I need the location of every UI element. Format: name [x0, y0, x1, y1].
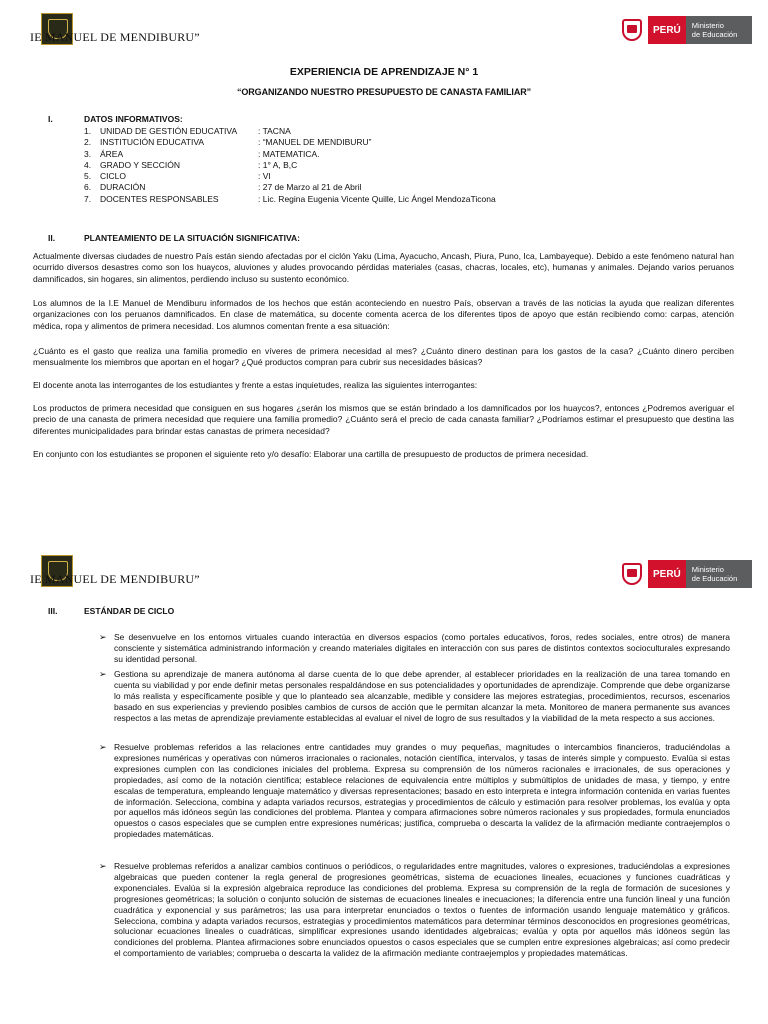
document-subtitle: “ORGANIZANDO NUESTRO PRESUPUESTO DE CANASTA FAMILIAR” [236, 87, 532, 97]
section-heading: DATOS INFORMATIVOS: [84, 114, 183, 124]
info-row-number: 2. [84, 137, 92, 148]
info-row-label: DURACIÓN [100, 182, 146, 193]
bullet-arrow-icon: ➢ [99, 742, 107, 752]
info-row [84, 160, 744, 171]
section-heading: ESTÁNDAR DE CICLO [84, 606, 175, 616]
info-row-number: 3. [84, 148, 92, 159]
paragraph: En conjunto con los estudiantes se proponen el siguiente reto y/o desafío: Elaborar una cartilla de presupuesto de productos de primera necesidad. [33, 449, 589, 459]
paragraph: ¿Cuánto es el gasto que realiza una familia promedio en víveres de primera necesidad al mes? ¿Cuánto dinero destinan para los gastos de la casa? ¿Cuánto dinero perciben mensualmente los miembros que aportan en el hogar? ¿Qué productos compran para cubrir sus necesidades básicas? [33, 346, 734, 368]
standard-item: Se desenvuelve en los entornos virtuales cuando interactúa en diversos espacios (como portales educativos, foros, redes sociales, entre otros) de manera consciente y sistemática administrando información y creando materiales digitales en interacción con sus pares de distintos contextos socioculturales expresando su identidad personal. [114, 632, 730, 664]
peru-shield-icon [622, 19, 642, 41]
paragraph: Los alumnos de la I.E Manuel de Mendiburu informados de los hechos que están aconteciendo en nuestro País, observan a través de las noticias la ayuda que realizan diferentes organizaciones con los peruanos damnificados. En clase de matemática, su docente comenta acerca de los diferentes tipos de apoyo que están recibiendo como: carpas, atención médica, ropa y alimentos de primera necesidad. Los alumnos comentan frente a esa situación: [33, 298, 734, 331]
school-name: IE MANUEL DE MENDIBURU” [30, 572, 200, 586]
info-row-value: : Lic. Regina Eugenia Vicente Quille, Lic Ángel MendozaTicona [258, 193, 496, 204]
bullet-arrow-icon: ➢ [99, 632, 107, 642]
info-row-number: 5. [84, 171, 92, 182]
info-row-value: : “MANUEL DE MENDIBURU” [258, 137, 372, 148]
school-name: IE MANUEL DE MENDIBURU” [30, 30, 200, 44]
ministry-logo [622, 560, 752, 588]
info-row-value: : VI [258, 171, 271, 182]
standard-item: Resuelve problemas referidos a las relaciones entre cantidades muy grandes o muy pequeñas, magnitudes o intercambios financieros, traduciéndolas a expresiones numéricas y operativas con números irracionales o racionales, notación científica, intervalos, y tasas de interés simple y compuesto. Evalúa si estas expresiones cumplen con las condiciones iniciales del problema. Expresa su comprensión de los números racionales e irracionales, de sus operaciones y propiedades, así como de la notación científica; establece relaciones de equivalencia entre múltiplos y submúltiplos de unidades de masa, y tiempo, y entre escalas de temperatura, empleando lenguaje matemático y diversas representaciones; basado en esto interpreta e integra información contenida en varias fuentes de información. Selecciona, combina y adapta variados recursos, estrategias y procedimientos de cálculo y estimación para resolver problemas, los evalúa y opta por aquellos más idóneos según las condiciones del problema. Plantea y compara afirmaciones sobre números racionales y sus propiedades, formula enunciados opuestos o casos especiales que se cumplen entre expresiones numéricas; justifica, comprueba o descarta la validez de la afirmación mediante contraejemplos o propiedades matemáticas. [114, 742, 730, 840]
info-row [84, 194, 744, 205]
info-row-value: : 27 de Marzo al 21 de Abril [258, 182, 362, 193]
standard-item: Gestiona su aprendizaje de manera autónoma al darse cuenta de lo que debe aprender, al establecer prioridades en la realización de una tarea tomando en cuenta su viabilidad y por ende definir metas personales respaldándose en sus potencialidades y oportunidades de aprendizaje. Comprende que debe organizarse lo más realista y específicamente posible y que lo planteado sea alcanzable, medible y considere las mejores estrategias, procedimientos, recursos, escenarios basado en sus experiencias y previendo posibles cambios de cursos de acción que le permitan alcanzar la meta. Monitoreo de manera permanente sus avances respectos a las metas de aprendizaje previamente establecidas al evaluar el nivel de logro de sus resultados y la viabilidad de la meta respecto a sus acciones. [114, 669, 730, 723]
info-row-value: : MATEMATICA. [258, 148, 320, 159]
info-row [84, 149, 744, 160]
section-number: III. [48, 606, 58, 616]
info-row-label: CICLO [100, 171, 126, 182]
ministry-logo [622, 16, 752, 44]
info-row-value: : TACNA [258, 126, 291, 136]
bullet-arrow-icon: ➢ [99, 669, 107, 679]
section-number: II. [48, 233, 56, 243]
paragraph: Los productos de primera necesidad que consiguen en sus hogares ¿serán los mismos que se están brindado a los damnificados por los huaycos?, entonces ¿Podremos averiguar el precio de una canasta de primera necesidad que requiere una familia promedio? ¿Cuánto será el precio de cada canasta familiar? ¿Podríamos estimar el presupuesto que destina las diferentes municipalidades para brindar estas canastas de primera necesidad? [33, 403, 734, 436]
info-row [84, 171, 744, 182]
info-row [84, 137, 744, 148]
info-row-number: 4. [84, 159, 92, 170]
ministry-name: Ministerio de Educación [686, 16, 752, 44]
info-table [84, 126, 744, 205]
info-row-number: 1. [84, 126, 92, 136]
info-row [84, 126, 744, 137]
info-row [84, 182, 744, 193]
info-row-value: : 1° A, B,C [258, 159, 298, 170]
info-row-label: GRADO Y SECCIÓN [100, 159, 180, 170]
peru-shield-icon [622, 563, 642, 585]
info-row-label: ÁREA [100, 148, 124, 159]
section-heading: PLANTEAMIENTO DE LA SITUACIÓN SIGNIFICATIVA: [84, 233, 300, 243]
info-row-label: INSTITUCIÓN EDUCATIVA [100, 137, 205, 148]
paragraph: Actualmente diversas ciudades de nuestro País están siendo afectadas por el ciclón Yaku (Lima, Ayacucho, Ancash, Piura, Puno, Ica, Lambayeque). Debido a este fenómeno natural han ocurrido diversos desastres como son los huaycos, aluviones y aludes provocando pérdidas materiales (casas, chacras, locales, etc), humanas y animales. Dejando varios peruanos damnificados, sin hogares, sin alimentos, perdiendo incluso su sustento económico. [33, 251, 734, 284]
info-row-number: 6. [84, 182, 92, 193]
info-row-label: UNIDAD DE GESTIÓN EDUCATIVA [100, 126, 238, 136]
peru-label: PERÚ [648, 560, 686, 588]
ministry-name: Ministerio de Educación [686, 560, 752, 588]
standard-item: Resuelve problemas referidos a analizar cambios continuos o periódicos, o regularidades entre magnitudes, valores o expresiones, traduciéndolas a expresiones algebraicas que pueden contener la regla general de progresiones geométricas, sistema de ecuaciones lineales, ecuaciones y funciones cuadráticas y exponenciales. Evalúa si la expresión algebraica reproduce las condiciones del problema. Expresa su comprensión de la regla de formación de sucesiones y progresiones geométricas; la solución o conjunto solución de sistemas de ecuaciones lineales e inecuaciones; la diferencia entre una función lineal y una función cuadrática y exponencial y sus parámetros; las usa para interpretar enunciados o textos o fuentes de información usando lenguaje matemático y gráficos. Selecciona, combina y adapta variados recursos, estrategias y procedimientos matemáticos para determinar términos desconocidos en progresiones geométricas, solucionar ecuaciones lineales o cuadráticas, simplificar expresiones usando identidades algebraicas; evalúa y opta por aquellos más idóneos según las condiciones del problema. Plantea afirmaciones sobre enunciados opuestos o casos especiales que se cumplen entre expresiones algebraicas; así como predecir el comportamiento de variables; comprueba o descarta la validez de la afirmación mediante contraejemplos y propiedades matemáticas. [114, 861, 730, 959]
section-number: I. [48, 114, 53, 124]
info-row-label: DOCENTES RESPONSABLES [100, 193, 219, 204]
document-title: EXPERIENCIA DE APRENDIZAJE N° 1 [289, 66, 479, 78]
paragraph: El docente anota las interrogantes de los estudiantes y frente a estas inquietudes, realiza las siguientes interrogantes: [33, 380, 478, 390]
bullet-arrow-icon: ➢ [99, 861, 107, 871]
peru-label: PERÚ [648, 16, 686, 44]
info-row-number: 7. [84, 193, 92, 204]
